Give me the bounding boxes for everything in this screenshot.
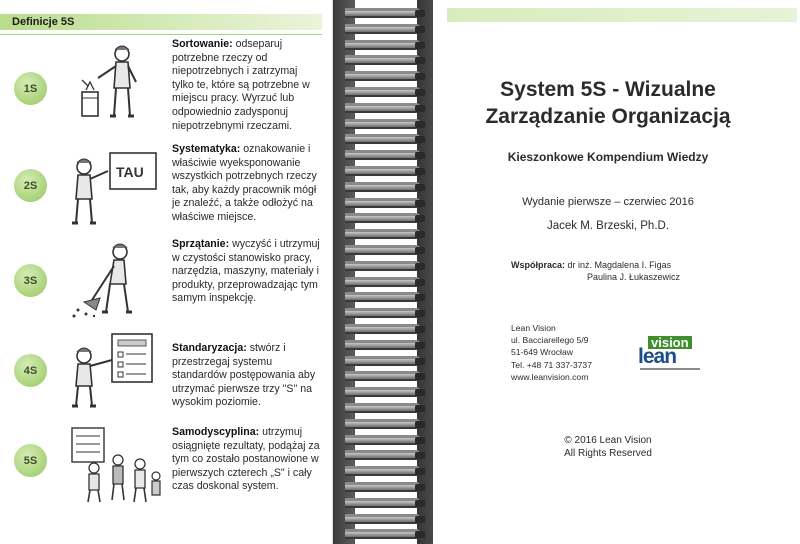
punch-hole xyxy=(415,326,425,333)
term-description: odseparuj potrzebne rzeczy od niepotrzebnych i zatrzymaj tylko te, które są potrzebne w miejscu pracy. Wyrzuć lub odpowiednio zadysponuj niepotrzebnymi rzeczami. xyxy=(172,38,310,132)
binding-coil xyxy=(345,308,421,318)
punch-hole xyxy=(415,342,425,349)
punch-hole xyxy=(415,152,425,159)
badge-4s: 4S xyxy=(14,354,47,387)
definition-entry-3s xyxy=(0,238,333,328)
title-line-2: Zarządzanie Organizacją xyxy=(485,105,731,128)
binding-coil xyxy=(345,292,421,302)
binding-coil xyxy=(345,229,421,239)
punch-hole xyxy=(415,73,425,80)
definition-entry-5s xyxy=(0,424,333,514)
cooperation-block xyxy=(511,259,680,283)
term-description: wyczyść i utrzymuj w czystości stanowisko pracy, narzędzia, maszyny, materiały i produkty, przeprowadzając tym samym inspekcję. xyxy=(172,238,320,305)
binding-coil xyxy=(345,213,421,223)
punch-hole xyxy=(415,247,425,254)
lean-vision-logo xyxy=(638,336,700,374)
punch-hole xyxy=(415,421,425,428)
punch-hole xyxy=(415,373,425,380)
binding-coil xyxy=(345,324,421,334)
company-name: Lean Vision xyxy=(511,323,556,333)
punch-hole xyxy=(415,57,425,64)
punch-hole xyxy=(415,136,425,143)
punch-hole xyxy=(415,452,425,459)
punch-hole xyxy=(415,389,425,396)
binding-coil xyxy=(345,40,421,50)
term-label: Sprzątanie: xyxy=(172,238,230,250)
punch-hole xyxy=(415,484,425,491)
binding-coil xyxy=(345,261,421,271)
header-divider xyxy=(0,34,322,35)
binding-coil xyxy=(345,466,421,476)
binding-coil xyxy=(345,55,421,65)
website-url: www.leanvision.com xyxy=(511,371,589,382)
punch-hole xyxy=(415,184,425,191)
street-address: ul. Bacciarellego 5/9 xyxy=(511,335,589,346)
term-label: Systematyka: xyxy=(172,143,241,155)
binding-coil xyxy=(345,71,421,81)
badge-1s: 1S xyxy=(14,72,47,105)
team-at-board-icon xyxy=(64,424,164,506)
binding-coil xyxy=(345,340,421,350)
punch-hole xyxy=(415,500,425,507)
svg-text:TAU: TAU xyxy=(116,164,144,180)
cooperation-label: Współpraca: xyxy=(511,260,566,270)
book-title xyxy=(433,76,783,130)
copyright-line-1: © 2016 Lean Vision xyxy=(564,435,652,446)
binding-coil xyxy=(345,371,421,381)
binding-coil xyxy=(345,450,421,460)
term-description: utrzymuj osiągnięte rezultaty, podążaj za tym co zostało postanowione w pierwszych czterech „S" i cały czas doskonal system. xyxy=(172,426,320,493)
copyright-block xyxy=(433,434,783,460)
worker-pointing-at-checklist-icon xyxy=(64,330,164,412)
punch-hole xyxy=(415,121,425,128)
city-address: 51-649 Wrocław xyxy=(511,347,573,358)
binding-coil xyxy=(345,182,421,192)
badge-5s: 5S xyxy=(14,444,47,477)
punch-hole xyxy=(415,89,425,96)
entry-text-2s xyxy=(172,143,322,225)
section-title: Definicje 5S xyxy=(12,16,75,28)
edition-info: Wydanie pierwsze – czerwiec 2016 xyxy=(522,196,694,208)
term-label: Standaryzacja: xyxy=(172,342,247,354)
worker-discarding-items-icon xyxy=(64,40,164,122)
title-line-1: System 5S - Wizualne xyxy=(500,78,716,101)
punch-hole xyxy=(415,42,425,49)
term-label: Samodyscyplina: xyxy=(172,426,260,438)
definition-entry-1s xyxy=(0,38,333,132)
binding-coil xyxy=(345,150,421,160)
punch-hole xyxy=(415,200,425,207)
entry-text-3s xyxy=(172,238,322,306)
punch-hole xyxy=(415,405,425,412)
entry-text-4s xyxy=(172,342,322,410)
binding-coil xyxy=(345,514,421,524)
binding-coil xyxy=(345,387,421,397)
punch-hole xyxy=(415,310,425,317)
spiral-binding xyxy=(333,0,433,544)
punch-hole xyxy=(415,215,425,222)
phone-number: Tel. +48 71 337-3737 xyxy=(511,359,592,370)
punch-hole xyxy=(415,279,425,286)
cooperation-person-2: Paulina J. Łukaszewicz xyxy=(587,272,681,282)
logo-tagline-bar xyxy=(640,368,700,370)
right-page xyxy=(433,0,800,544)
header-band xyxy=(447,8,797,22)
definition-entry-4s xyxy=(0,336,333,426)
entry-text-1s xyxy=(172,38,322,133)
binding-coil xyxy=(345,245,421,255)
entry-text-5s xyxy=(172,426,322,494)
worker-with-tool-board-icon xyxy=(64,147,164,229)
cooperation-person-1: dr inż. Magdalena I. Figas xyxy=(567,260,672,270)
binding-coil xyxy=(345,134,421,144)
logo-lean-text: lean xyxy=(638,345,677,368)
binding-coil xyxy=(345,119,421,129)
binding-coil xyxy=(345,529,421,539)
binding-coil xyxy=(345,435,421,445)
term-label: Sortowanie: xyxy=(172,38,233,50)
worker-sweeping-icon xyxy=(64,240,164,322)
punch-hole xyxy=(415,294,425,301)
punch-hole xyxy=(415,516,425,523)
binding-coil xyxy=(345,482,421,492)
binding-coil xyxy=(345,198,421,208)
binding-coil xyxy=(345,103,421,113)
binding-coil xyxy=(345,419,421,429)
term-description: oznakowanie i właściwie wyeksponowanie wszystkich potrzebnych rzeczy tak, aby każdy pracownik mógł je znaleźć, a także odłożyć na właściwe miejsce. xyxy=(172,143,317,223)
spiral-gap xyxy=(355,0,417,544)
binding-coil xyxy=(345,277,421,287)
term-description: stwórz i przestrzegaj systemu standardów postępowania aby utrzymać pierwsze trzy "S" na wysokim poziomie. xyxy=(172,342,316,409)
left-page xyxy=(0,0,333,544)
badge-3s: 3S xyxy=(14,264,47,297)
logo-vision-text: vision xyxy=(648,336,692,349)
binding-coil xyxy=(345,498,421,508)
punch-hole xyxy=(415,231,425,238)
punch-hole xyxy=(415,437,425,444)
badge-2s: 2S xyxy=(14,169,47,202)
punch-hole xyxy=(415,358,425,365)
publisher-address xyxy=(511,322,592,383)
punch-hole xyxy=(415,531,425,538)
punch-hole xyxy=(415,105,425,112)
punch-hole xyxy=(415,263,425,270)
copyright-line-2: All Rights Reserved xyxy=(564,448,652,459)
punch-hole xyxy=(415,10,425,17)
book-subtitle: Kieszonkowe Kompendium Wiedzy xyxy=(507,150,709,164)
binding-coil xyxy=(345,166,421,176)
binding-coil xyxy=(345,24,421,34)
author-name: Jacek M. Brzeski, Ph.D. xyxy=(546,220,670,232)
binding-coil xyxy=(345,87,421,97)
punch-hole xyxy=(415,26,425,33)
definition-entry-2s xyxy=(0,143,333,233)
binding-coil xyxy=(345,8,421,18)
punch-hole xyxy=(415,168,425,175)
punch-hole xyxy=(415,468,425,475)
binding-coil xyxy=(345,356,421,366)
binding-coil xyxy=(345,403,421,413)
